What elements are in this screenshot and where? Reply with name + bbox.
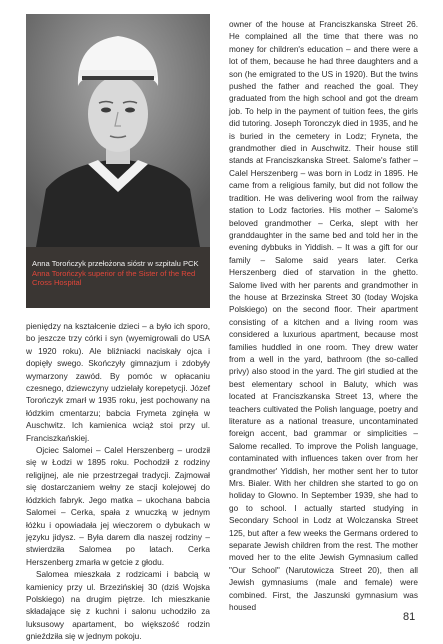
nurse-portrait-photo	[26, 14, 210, 247]
right-text-column	[229, 19, 418, 615]
caption-english: Anna Torończyk superior of the Sister of the Red Cross Hospital	[32, 268, 196, 287]
page-number: 81	[403, 611, 416, 623]
left-paragraph-1: pieniędzy na kształcenie dzieci – a było ich sporo, bo jeszcze trzy córki i syn (wyemigrowali do USA w 1920 roku). Ale bliźniacki naciskały ojca i dopięły swego. Skończyły gimnazjum i zdobyły wymarzony zawód. By pomóc w opłacaniu czesnego, dziewczyny udzielały korepetycji. Józef Torończyk zmarł w 1935 roku, jest pochowany na łódzkim cmentarzu; babcia Frymeta zginęła w Auschwitz. Ich kamienica wciąż stoi przy ul. Franciszkańskiej.	[26, 322, 210, 443]
portrait-photo-icon	[26, 14, 210, 247]
left-paragraph-3: Salomea mieszkała z rodzicami i babcią w kamienicy przy ul. Brzezińskiej 30 (dziś Wojska Polskiego) na drugim piętrze. Ich mieszkanie składające się z kuchni i salonu uchodziło za luksusowy apartament, bo większość rodzin gnieździła się w jednym pokoju.	[26, 570, 210, 642]
photo-caption	[26, 247, 210, 308]
caption-polish: Anna Torończyk przełożona sióstr w szpitalu PCK	[32, 259, 199, 268]
left-text-column	[26, 321, 210, 644]
left-paragraph-2: Ojciec Salomei – Calel Herszenberg – urodził się w Łodzi w 1895 roku. Pochodził z rodziny religijnej, ale nie przestrzegał tradycji. Zajmował się dostarczaniem wełny ze stacji kolejowej do łódzkich fabryk. Jego matka – ukochana babcia Salomei – Cerka, spała z wnuczką w jednym łóżku i opowiadała jej wieczorem o dybukach w języku jidysz. – Była darem dla naszej rodziny – stwierdziła Salomea po latach. Cerka Herszenberg zmarła w getcie z głodu.	[26, 446, 210, 567]
right-paragraph-1: owner of the house at Franciszkanska Street 26. He complained all the time that there was no money for children's education – and there were a lot of them, because he had three daughters and a son (he emigrated to the US in 1920). But the twins pushed the father and reached the goal. They graduated from the high school and got the dream job. To help in the payment of tuition fees, the girls did tutoring. Joseph Toronczyk died in 1935, and he is buried in the cemetery in Lodz; Fryneta, the grandmother died in Auschwitz. Their house still stands at Franciszkanska Street. Salome's father – Calel Herszenberg – was born in Lodz in 1895. He came from a religious family, but did not follow the tradition. He was delivering wool from the railway station to Lodz factories. His mother – Salome's beloved grandmother – Cerka, slept with her granddaughter in the same bed and told her in the evening dybbuks in Yiddish. – It was a gift for our family – Salome said years later. Cerka Herszenberg died of starvation in the ghetto. Salome lived with her parents and grandmother in the house at Brzezinska Street 30 (today Wojska Polskiego) on the second floor. Their apartment consisting of a kitchen and a living room was considered a luxurious apartment, because most families huddled in one room. They drew water from a well in the yard, bathroom (the so-called privy) also stood in the yard. The girl studied at the best elementary school in Baluty, which was located at Franciszkanska Street 13, where the teachers cultivated the Polish language, poetry and literature as a national treasure, uncontaminated foreign accent, bad grammar or simplicities –Salome recalled. To improve the Polish language, contaminated with influences taken over from her grandmother' Yiddish, her mother sent her to tutor Mrs. Bialer. With her children she started to go on holiday to Glowno. In September 1939, she had to go to school. I actually started studying in Secondary School in Lodz at Wolczanska Street 125, but after a few weeks the Germans ordered to separate Jewish children from the rest. The mother moved her to the elite Jewish Gymnasium called "Our School" (Narutowicza Street 20), then all Jewish gymnasiums (male and female) were combined. First, the Jaszunski gymnasium was housed	[229, 20, 418, 613]
